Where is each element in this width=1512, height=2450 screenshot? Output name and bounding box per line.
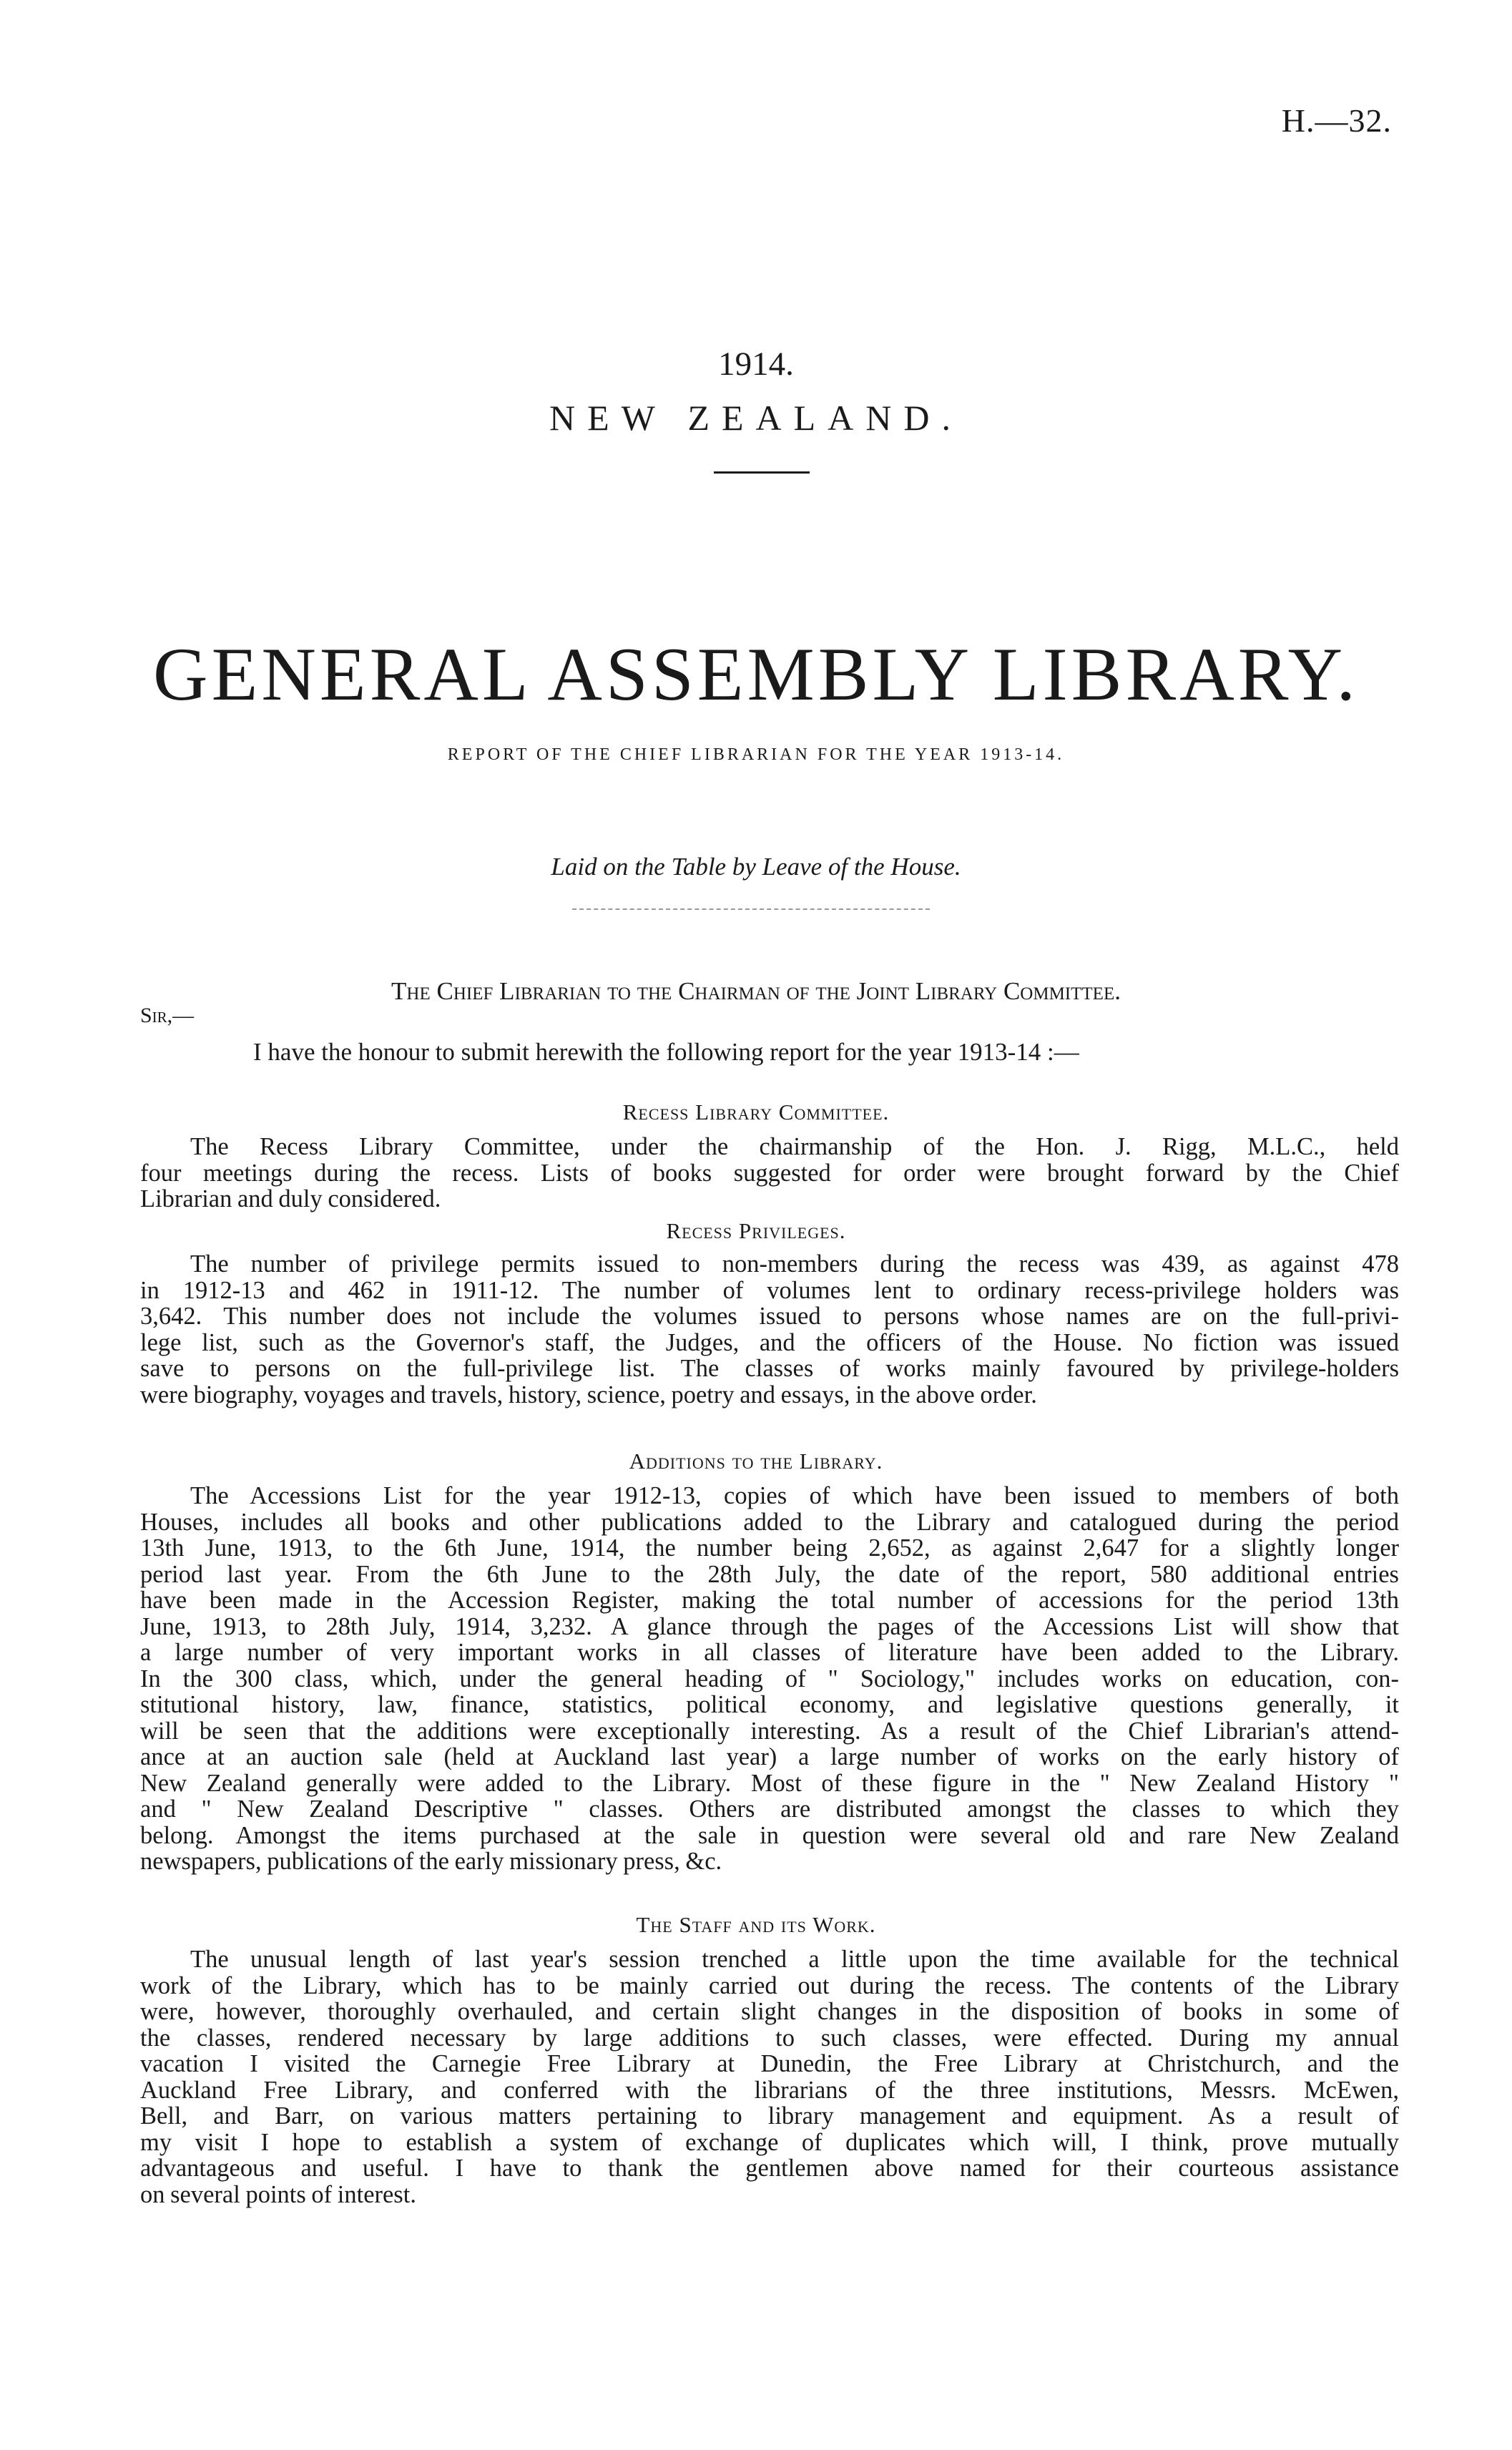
text-line: lege list, such as the Governor's staff, the Judges, and the officers of the House. No fiction was issued [140,1328,1399,1356]
main-title: GENERAL ASSEMBLY LIBRARY. [153,632,1359,716]
letter-sir: Sir,— [140,1004,195,1027]
text-line: Librarian and duly considered. [140,1185,441,1212]
text-line: 13th June, 1913, to the 6th June, 1914, the number being 2,652, as against 2,647 for a slightly longer [140,1534,1399,1562]
text-line: stitutional history, law, finance, statistics, political economy, and legislative questions generally, it [140,1691,1399,1718]
text-line: advantageous and useful. I have to thank the gentlemen above named for their courteous assistance [140,2155,1399,2182]
text-line: and " New Zealand Descriptive " classes. Others are distributed amongst the classes to which they [140,1795,1399,1823]
laid-on-table-note: Laid on the Table by Leave of the House. [551,853,961,881]
text-line: Houses, includes all books and other publications added to the Library and catalogued during the period [140,1508,1399,1536]
report-subtitle: REPORT OF THE CHIEF LIBRARIAN FOR THE YEAR 1913-14. [447,745,1065,764]
section-heading-staff-and-work: The Staff and its Work. [636,1912,876,1937]
text-line: New Zealand generally were added to the Library. Most of these figure in the " New Zealand History " [140,1769,1399,1797]
text-line: in 1912-13 and 462 in 1911-12. The number of volumes lent to ordinary recess-privilege holders was [140,1276,1399,1304]
text-line: work of the Library, which has to be mainly carried out during the recess. The contents of the Library [140,1971,1399,1999]
letter-salutation: The Chief Librarian to the Chairman of the Joint Library Committee. [391,977,1121,1005]
text-line: 3,642. This number does not include the volumes issued to persons whose names are on the full-privi- [140,1303,1399,1330]
section-heading-additions-to-library: Additions to the Library. [629,1449,883,1474]
text-line: were biography, voyages and travels, history, science, poetry and essays, in the above order. [140,1381,1037,1408]
text-line: have been made in the Accession Register, making the total number of accessions for the period 13th [140,1587,1399,1614]
section-heading-recess-privileges: Recess Privileges. [666,1218,846,1243]
section-body-staff-and-work [140,1946,1399,2208]
letter-intro: I have the honour to submit herewith the following report for the year 1913-14 :— [253,1038,1079,1066]
text-line: The Accessions List for the year 1912-13, copies of which have been issued to members of both [190,1482,1399,1509]
section-body-recess-library-committee [140,1134,1399,1212]
text-line: on several points of interest. [140,2180,416,2208]
text-line: June, 1913, to 28th July, 1914, 3,232. A glance through the pages of the Accessions List will show that [140,1612,1399,1640]
section-body-additions-to-library [140,1483,1399,1875]
text-line: will be seen that the additions were exceptionally interesting. As a result of the Chief Librarian's attend- [140,1717,1399,1745]
text-line: The unusual length of last year's session trenched a little upon the time available for the technical [190,1946,1399,1973]
text-line: Auckland Free Library, and conferred with the librarians of the three institutions, Messrs. McEwen, [140,2076,1399,2104]
text-line: vacation I visited the Carnegie Free Library at Dunedin, the Free Library at Christchurch, and the [140,2050,1399,2077]
country-heading: NEW ZEALAND. [549,398,963,438]
text-line: my visit I hope to establish a system of exchange of duplicates which will, I think, prove mutually [140,2128,1399,2156]
section-heading-recess-library-committee: Recess Library Committee. [622,1099,890,1124]
text-line: The Recess Library Committee, under the chairmanship of the Hon. J. Rigg, M.L.C., held [190,1133,1399,1160]
page-reference: H.—32. [1281,102,1392,139]
section-body-recess-privileges [140,1251,1399,1408]
text-line: save to persons on the full-privilege list. The classes of works mainly favoured by privilege-holders [140,1355,1399,1382]
text-line: were, however, thoroughly overhauled, and certain slight changes in the disposition of books in some of [140,1998,1399,2025]
text-line: a large number of very important works in all classes of literature have been added to the Library. [140,1639,1399,1666]
text-line: ance at an auction sale (held at Auckland last year) a large number of works on the early history of [140,1743,1399,1770]
text-line: newspapers, publications of the early missionary press, &c. [140,1848,722,1875]
text-line: belong. Amongst the items purchased at the sale in question were several old and rare New Zealand [140,1821,1399,1849]
document-year: 1914. [718,346,794,383]
text-line: The number of privilege permits issued to non-members during the recess was 439, as against 478 [190,1250,1399,1278]
title-divider [714,471,810,474]
text-line: period last year. From the 6th June to the 28th July, the date of the report, 580 additional entries [140,1560,1399,1588]
dotted-divider [572,908,930,910]
text-line: the classes, rendered necessary by large additions to such classes, were effected. During my annual [140,2024,1399,2052]
text-line: four meetings during the recess. Lists of books suggested for order were brought forward by the Chief [140,1159,1399,1187]
text-line: In the 300 class, which, under the general heading of " Sociology," includes works on education, con- [140,1665,1399,1692]
text-line: Bell, and Barr, on various matters pertaining to library management and equipment. As a result of [140,2102,1399,2130]
